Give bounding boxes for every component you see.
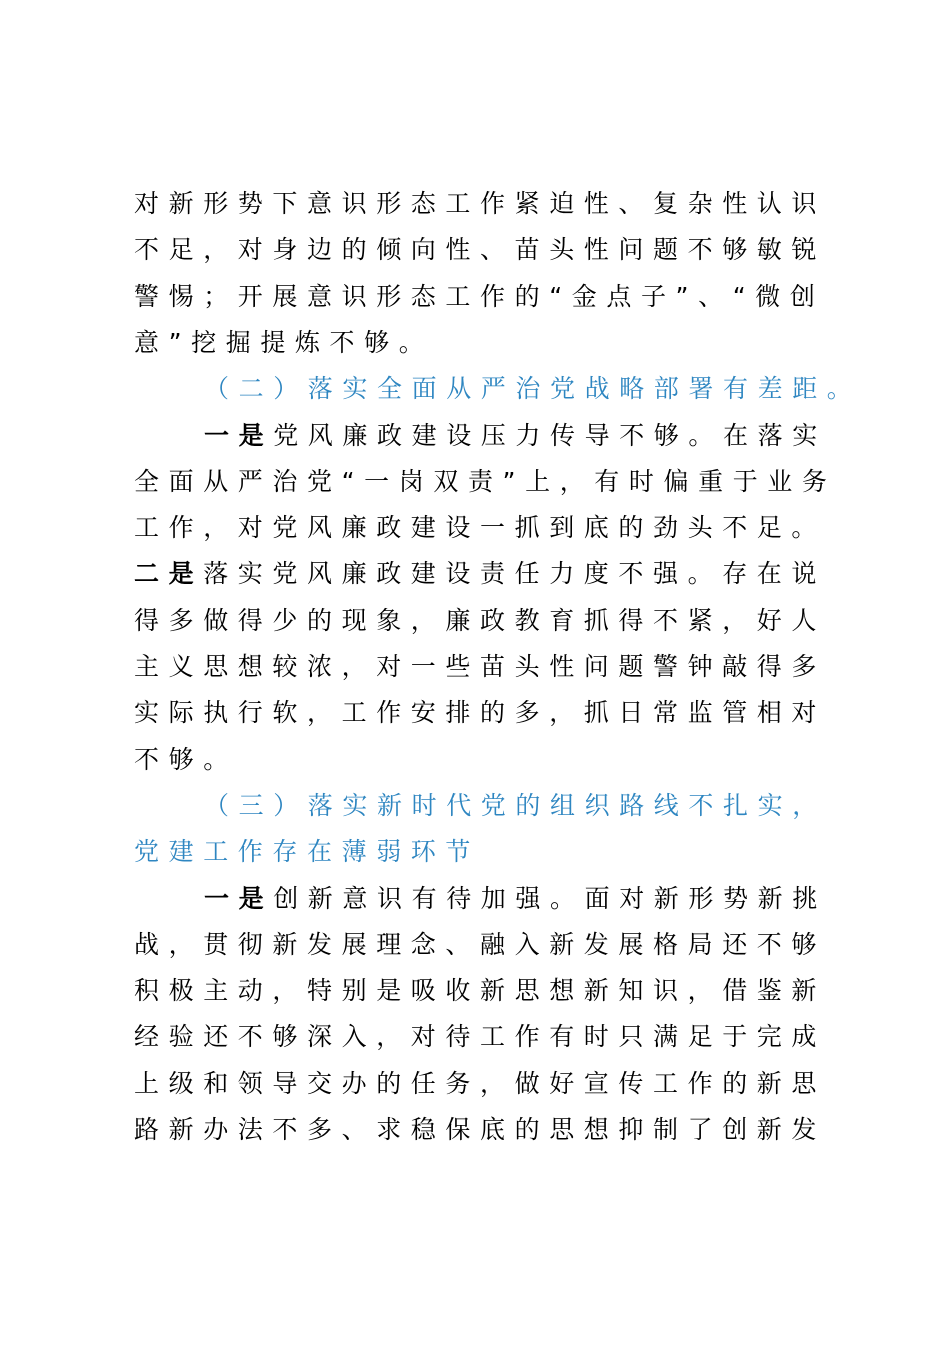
paragraph-line [134, 233, 826, 267]
paragraph-line [134, 696, 826, 730]
point-marker: 一是 [204, 421, 274, 450]
paragraph-line [134, 187, 826, 221]
line-text: 警惕；开展意识形态工作的“金点子”、“微创 [134, 282, 825, 311]
paragraph-line [134, 604, 826, 638]
line-text: 经验还不够深入，对待工作有时只满足于完成 [134, 1022, 827, 1051]
line-text: 党风廉政建设压力传导不够。在落实 [273, 421, 827, 450]
line-text: 积极主动，特别是吸收新思想新知识，借鉴新 [134, 976, 827, 1005]
line-text: 创新意识有待加强。面对新形势新挑 [273, 884, 827, 913]
line-text: 工作，对党风廉政建设一抓到底的劲头不足。 [134, 513, 827, 542]
line-text: 对新形势下意识形态工作紧迫性、复杂性认识 [134, 189, 827, 218]
heading-text: （三）落实新时代党的组织路线不扎实， [204, 791, 827, 820]
paragraph-line [134, 557, 826, 591]
paragraph-line [134, 650, 826, 684]
paragraph-line [134, 743, 238, 777]
paragraph-line [134, 1020, 826, 1054]
paragraph-line [134, 928, 826, 962]
line-text: 意”挖掘提炼不够。 [134, 328, 434, 357]
paragraph-line [204, 419, 827, 453]
heading-text: （二）落实全面从严治党战略部署有差距。 [204, 374, 862, 403]
paragraph-line [134, 1067, 826, 1101]
line-text: 全面从严治党“一岗双责”上，有时偏重于业务 [134, 467, 837, 496]
paragraph-line [134, 465, 837, 499]
section-heading-2 [204, 372, 861, 406]
line-text: 不足，对身边的倾向性、苗头性问题不够敏锐 [134, 235, 827, 264]
paragraph-line [134, 280, 824, 314]
line-text: 不够。 [134, 745, 238, 774]
line-text: 战，贯彻新发展理念、融入新发展格局还不够 [134, 930, 827, 959]
paragraph-line [134, 511, 826, 545]
point-marker: 一是 [204, 884, 274, 913]
paragraph-line [134, 326, 433, 360]
paragraph-line [204, 882, 827, 916]
line-text: 路新办法不多、求稳保底的思想抑制了创新发 [134, 1115, 827, 1144]
line-text: 上级和领导交办的任务，做好宣传工作的新思 [134, 1069, 827, 1098]
point-marker: 二是 [134, 559, 204, 588]
line-text: 落实党风廉政建设责任力度不强。存在说 [203, 559, 827, 588]
heading-text: 党建工作存在薄弱环节 [134, 837, 481, 866]
line-text: 得多做得少的现象，廉政教育抓得不紧，好人 [134, 606, 827, 635]
paragraph-line [134, 1113, 826, 1147]
line-text: 实际执行软，工作安排的多，抓日常监管相对 [134, 698, 827, 727]
section-heading-3 [204, 789, 827, 823]
paragraph-line [134, 974, 826, 1008]
line-text: 主义思想较浓，对一些苗头性问题警钟敲得多 [134, 652, 827, 681]
section-heading-3-continued [134, 835, 480, 869]
